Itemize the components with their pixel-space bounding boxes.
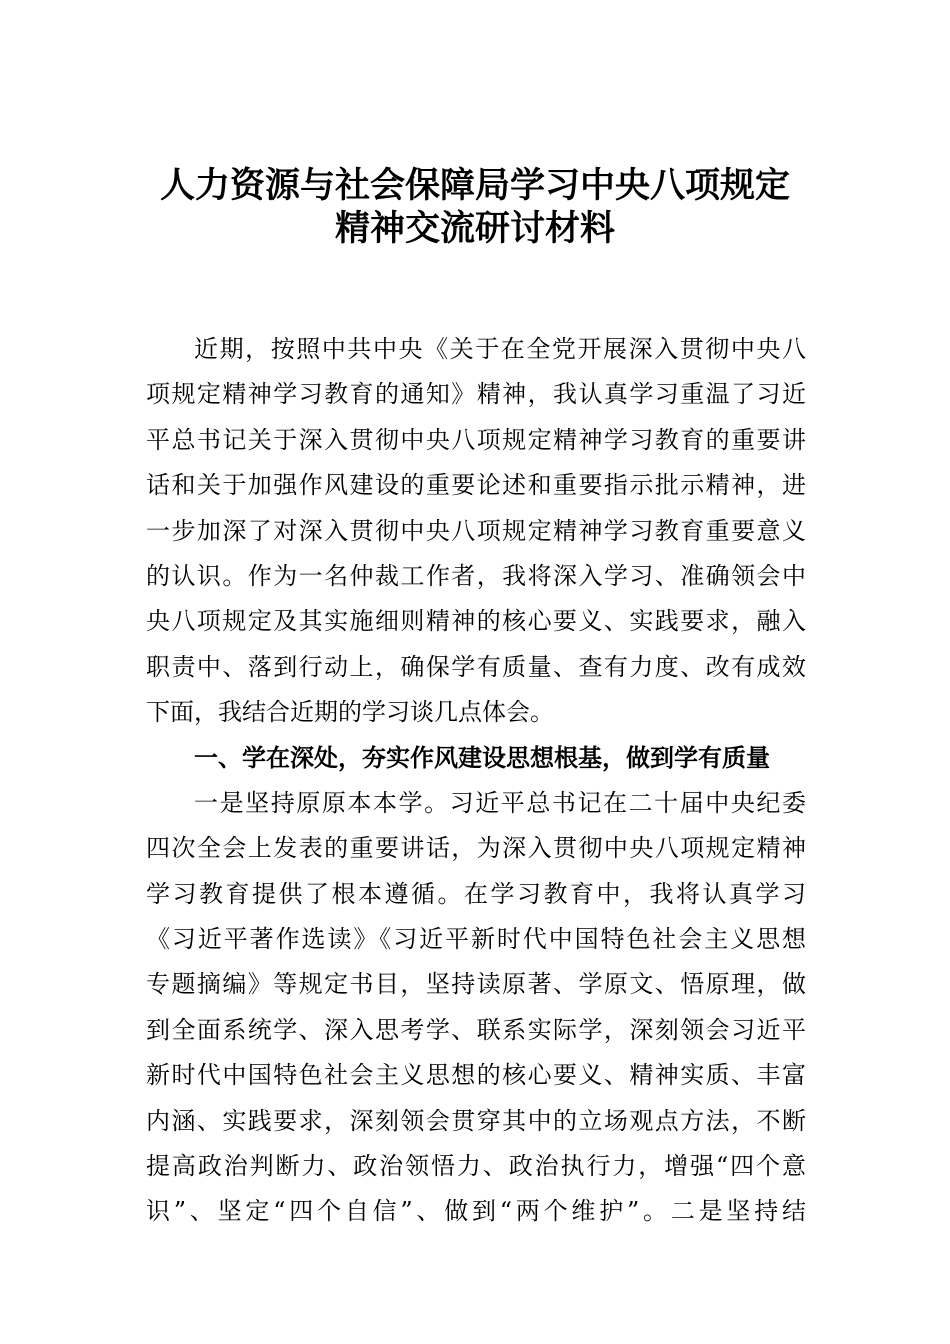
paragraph-2 [146, 781, 806, 1235]
document-title-line-1: 人力资源与社会保障局学习中央八项规定 [159, 165, 790, 206]
paragraph-2-line: 新时代中国特色社会主义思想的核心要义、精神实质、丰富 [146, 1061, 806, 1090]
document-title-line-2: 精神交流研讨材料 [334, 208, 615, 249]
paragraph-1 [146, 327, 806, 736]
paragraph-1-line: 央八项规定及其实施细则精神的核心要义、实践要求，融入 [146, 607, 806, 636]
paragraph-2-line: 专题摘编》等规定书目，坚持读原著、学原文、悟原理，做 [146, 970, 806, 999]
paragraph-1-line: 平总书记关于深入贯彻中央八项规定精神学习教育的重要讲 [146, 425, 806, 454]
paragraph-1-line: 职责中、落到行动上，确保学有质量、查有力度、改有成效 [146, 652, 806, 681]
paragraph-2-line: 一是坚持原原本本学。习近平总书记在二十届中央纪委 [194, 788, 806, 817]
paragraph-1-line: 项规定精神学习教育的通知》精神，我认真学习重温了习近 [146, 380, 806, 409]
paragraph-2-line: 学习教育提供了根本遵循。在学习教育中，我将认真学习 [146, 879, 806, 908]
paragraph-2-line: 内涵、实践要求，深刻领会贯穿其中的立场观点方法，不断 [146, 1106, 806, 1135]
paragraph-1-line: 近期，按照中共中央《关于在全党开展深入贯彻中央八 [194, 335, 806, 363]
paragraph-1-line: 话和关于加强作风建设的重要论述和重要指示批示精神，进 [146, 471, 806, 500]
paragraph-2-line: 识”、坚定“四个自信”、做到“两个维护”。二是坚持结 [146, 1197, 806, 1226]
paragraph-1-line: 的认识。作为一名仲裁工作者，我将深入学习、准确领会中 [146, 561, 806, 590]
paragraph-2-line: 到全面系统学、深入思考学、联系实际学，深刻领会习近平 [146, 1015, 806, 1044]
section-heading-1: 一、学在深处，夯实作风建设思想根基，做到学有质量 [194, 743, 770, 772]
paragraph-2-line: 四次全会上发表的重要讲话，为深入贯彻中央八项规定精神 [146, 834, 806, 863]
paragraph-1-line: 一步加深了对深入贯彻中央八项规定精神学习教育重要意义 [146, 516, 806, 545]
paragraph-2-line: 提高政治判断力、政治领悟力、政治执行力，增强“四个意 [146, 1152, 806, 1181]
paragraph-2-line: 《习近平著作选读》《习近平新时代中国特色社会主义思想 [146, 925, 806, 954]
document-body [146, 327, 806, 1235]
paragraph-1-line: 下面，我结合近期的学习谈几点体会。 [146, 698, 554, 727]
